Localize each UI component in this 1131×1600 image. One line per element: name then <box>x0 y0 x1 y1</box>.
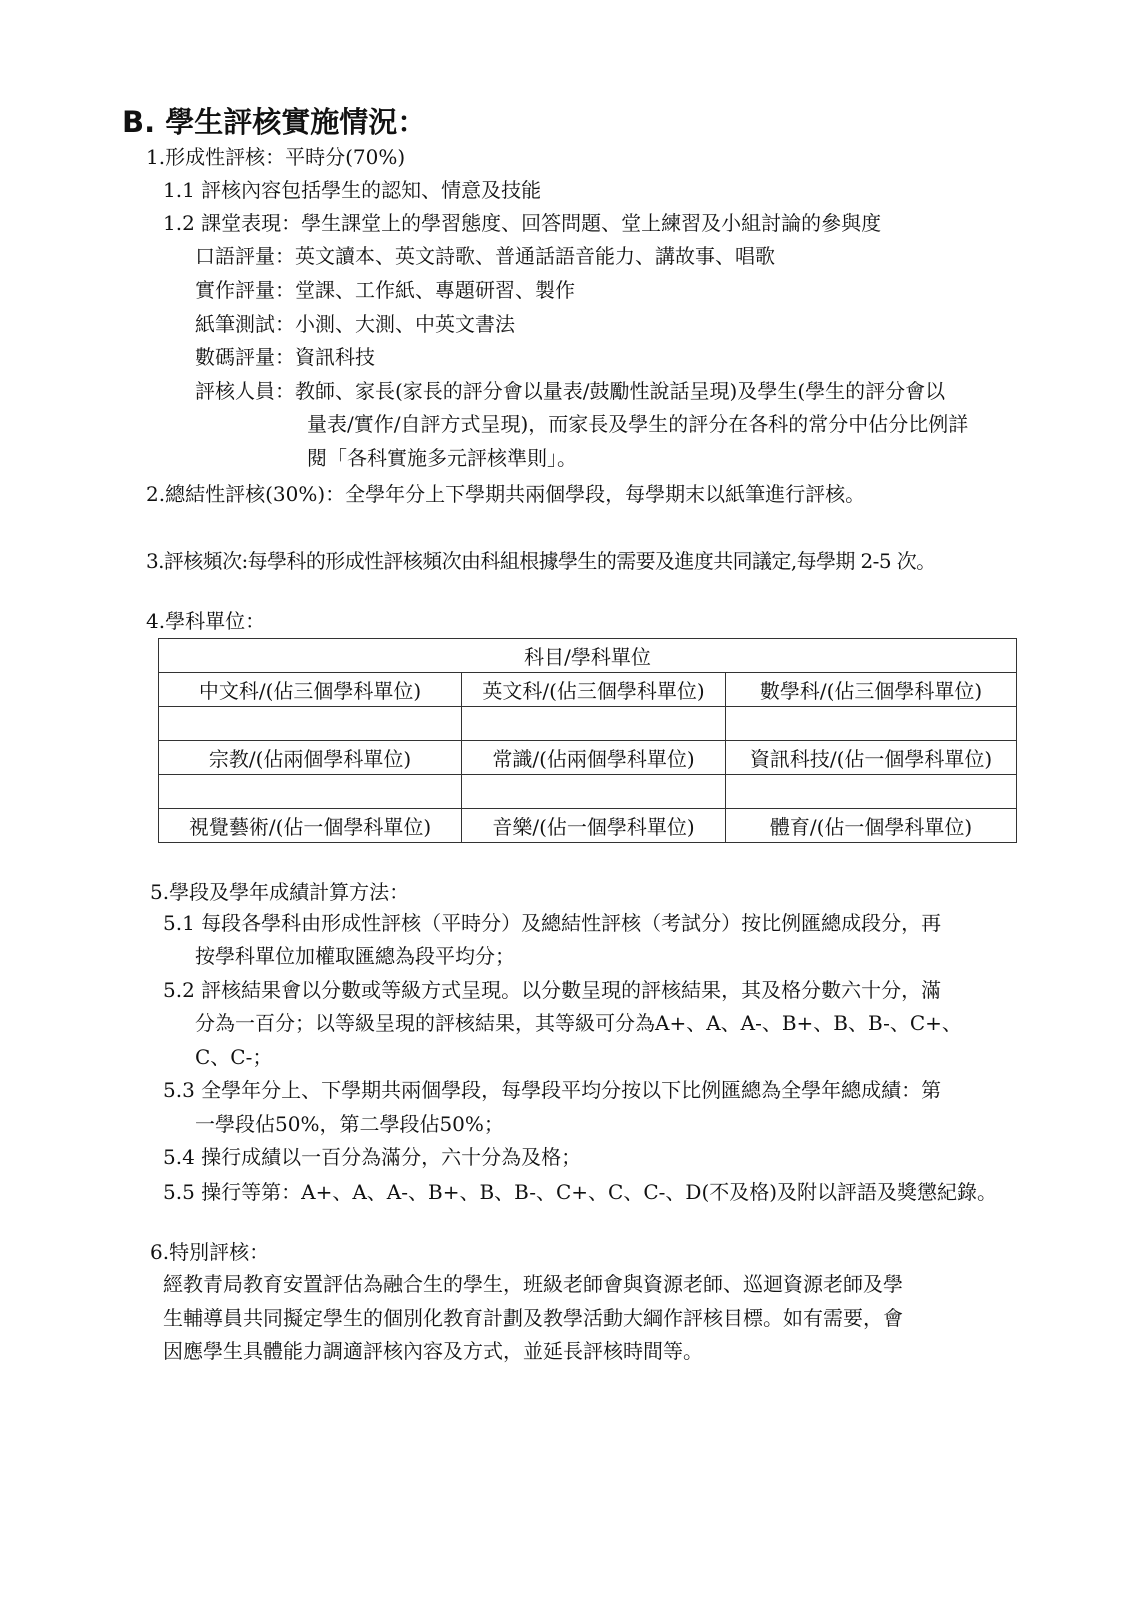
section-title: B. 學生評核實施情況： <box>122 105 427 139</box>
table-cell <box>462 707 726 741</box>
assessment-frequency-line: 3.評核頻次:每學科的形成性評核頻次由科組根據學生的需要及進度共同議定,每學期 2-5 次。 <box>146 549 936 573</box>
summative-assessment-line: 2.總結性評核(30%)：全學年分上下學期共兩個學段，每學期末以紙筆進行評核。 <box>146 482 866 506</box>
assessors-line: 評核人員：教師、家長(家長的評分會以量表/鼓勵性說話呈現)及學生(學生的評分會以 <box>195 379 946 403</box>
rule-5-1-line: 5.1 每段各學科由形成性評核（平時分）及總結性評核（考試分）按比例匯總成段分，再 <box>163 911 942 935</box>
digital-assessment-line: 數碼評量：資訊科技 <box>195 345 375 369</box>
oral-assessment-line: 口語評量：英文讀本、英文詩歌、普通話語音能力、講故事、唱歌 <box>195 244 775 268</box>
table-cell: 視覺藝術/(佔一個學科單位) <box>159 809 462 843</box>
table-cell <box>159 775 462 809</box>
table-row <box>159 741 1017 775</box>
table-row <box>159 707 1017 741</box>
table-cell <box>726 775 1017 809</box>
written-test-line: 紙筆測試：小測、大測、中英文書法 <box>195 312 515 336</box>
assessors-line-cont-1: 量表/實作/自評方式呈現)，而家長及學生的評分在各科的常分中佔分比例詳 <box>307 412 969 436</box>
table-header-cell: 科目/學科單位 <box>159 639 1017 673</box>
rule-5-2-line: 5.2 評核結果會以分數或等級方式呈現。以分數呈現的評核結果，其及格分數六十分，滿 <box>163 978 942 1002</box>
rule-5-2-cont-1: 分為一百分；以等級呈現的評核結果，其等級可分為A+、A、A-、B+、B、B-、C+、 <box>195 1011 962 1035</box>
rule-5-3-cont: 一學段佔50%，第二學段佔50%； <box>195 1112 504 1136</box>
practical-assessment-line: 實作評量：堂課、工作紙、專題研習、製作 <box>195 278 575 302</box>
rule-5-3-line: 5.3 全學年分上、下學期共兩個學段，每學段平均分按以下比例匯總為全學年總成績：第 <box>163 1078 942 1102</box>
table-cell: 數學科/(佔三個學科單位) <box>726 673 1017 707</box>
formative-assessment-heading: 1.形成性評核：平時分(70%) <box>146 145 406 169</box>
table-cell: 體育/(佔一個學科單位) <box>726 809 1017 843</box>
table-row <box>159 809 1017 843</box>
table-cell: 中文科/(佔三個學科單位) <box>159 673 462 707</box>
table-cell: 資訊科技/(佔一個學科單位) <box>726 741 1017 775</box>
table-cell: 常識/(佔兩個學科單位) <box>462 741 726 775</box>
rule-5-5-line: 5.5 操行等第：A+、A、A-、B+、B、B-、C+、C、C-、D(不及格)及附以評語及獎懲紀錄。 <box>163 1180 998 1204</box>
subject-units-table <box>158 638 1017 843</box>
assessment-content-line: 1.1 評核內容包括學生的認知、情意及技能 <box>163 178 542 202</box>
rule-5-4-line: 5.4 操行成績以一百分為滿分，六十分為及格； <box>163 1145 582 1169</box>
table-cell: 宗教/(佔兩個學科單位) <box>159 741 462 775</box>
table-row <box>159 673 1017 707</box>
table-cell: 英文科/(佔三個學科單位) <box>462 673 726 707</box>
special-assessment-text-1: 經教青局教育安置評估為融合生的學生，班級老師會與資源老師、巡迴資源老師及學 <box>163 1272 903 1296</box>
assessors-line-cont-2: 閱「各科實施多元評核準則」。 <box>307 446 577 470</box>
rule-5-1-cont: 按學科單位加權取匯總為段平均分； <box>195 944 515 968</box>
table-cell <box>726 707 1017 741</box>
special-assessment-text-2: 生輔導員共同擬定學生的個別化教育計劃及教學活動大綱作評核目標。如有需要，會 <box>163 1306 903 1330</box>
special-assessment-text-3: 因應學生具體能力調適評核內容及方式，並延長評核時間等。 <box>163 1339 703 1363</box>
special-assessment-heading: 6.特別評核： <box>150 1240 270 1264</box>
subject-units-heading: 4.學科單位： <box>146 609 266 633</box>
grade-calculation-heading: 5.學段及學年成績計算方法： <box>150 880 410 904</box>
table-cell: 音樂/(佔一個學科單位) <box>462 809 726 843</box>
classroom-performance-line: 1.2 課堂表現：學生課堂上的學習態度、回答問題、堂上練習及小組討論的參與度 <box>163 211 882 235</box>
table-cell <box>159 707 462 741</box>
rule-5-2-cont-2: C、C-； <box>195 1045 273 1069</box>
table-row <box>159 775 1017 809</box>
table-row <box>159 639 1017 673</box>
table-cell <box>462 775 726 809</box>
